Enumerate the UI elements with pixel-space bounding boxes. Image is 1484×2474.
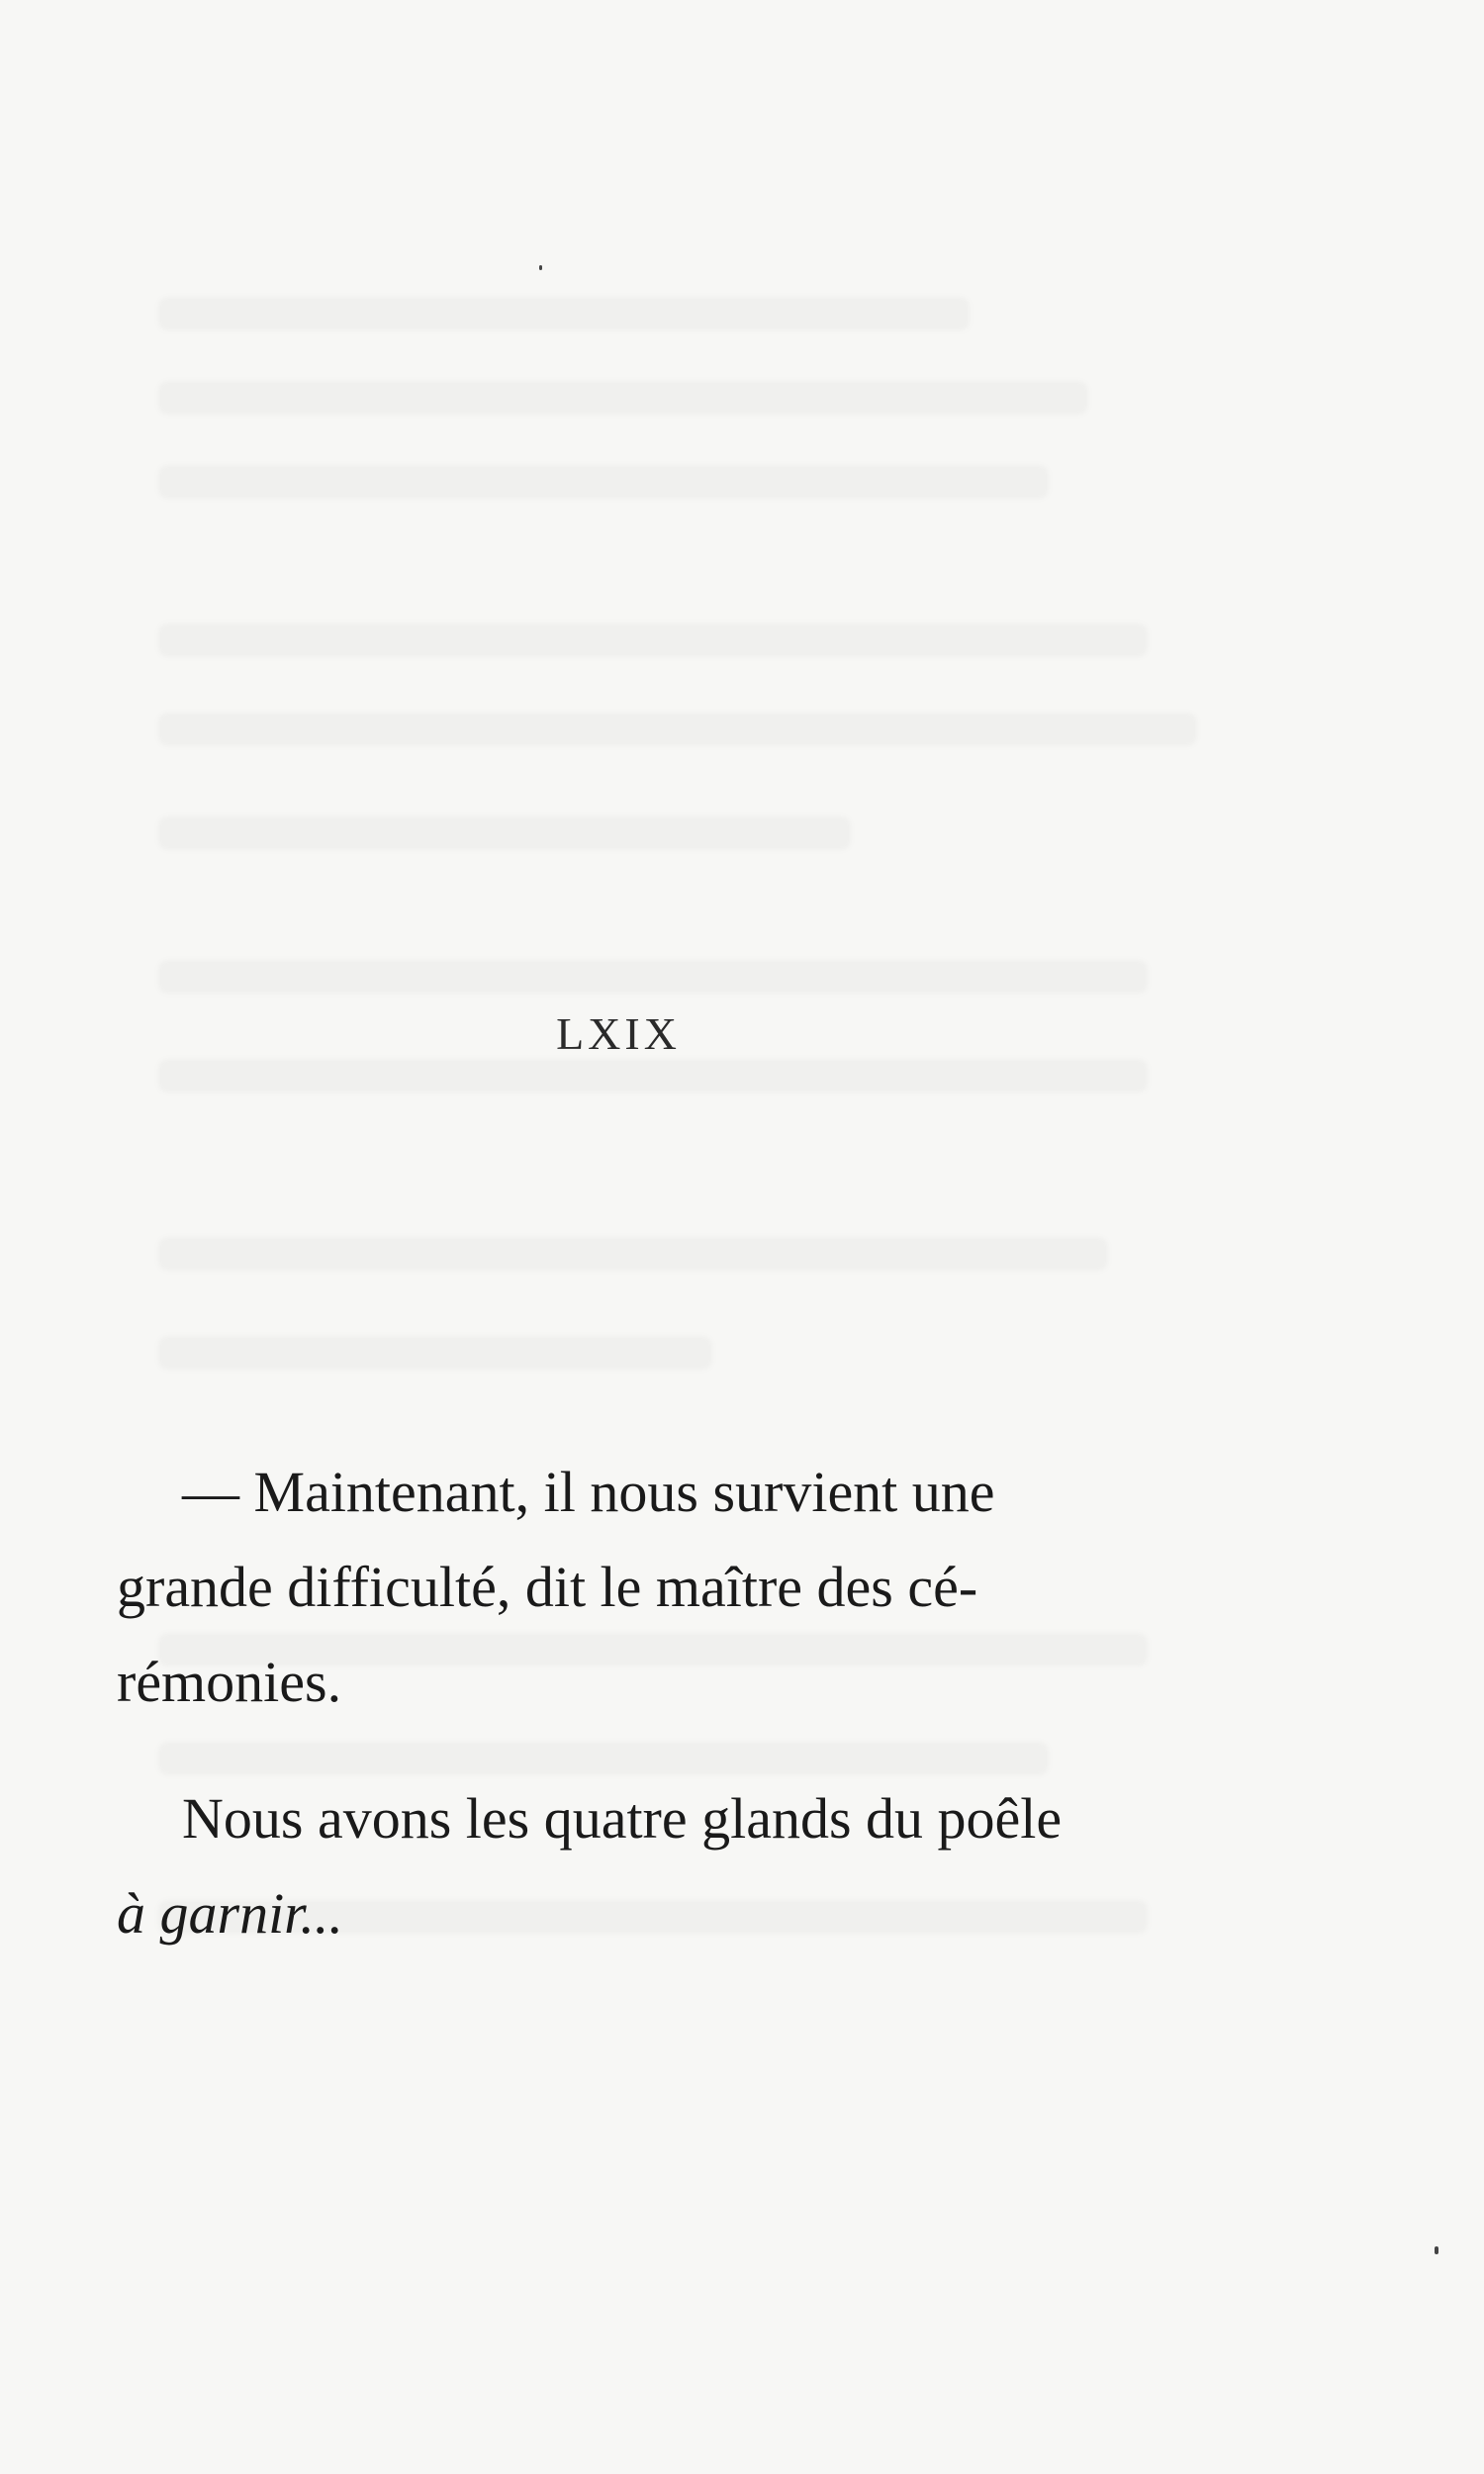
text-line: — Maintenant, il nous survient une [182, 1460, 995, 1524]
text-line: rémonies. [117, 1650, 342, 1714]
bleed-through-line [158, 960, 1148, 994]
paragraph-2 [117, 1771, 1096, 1961]
bleed-through-line [158, 1336, 712, 1370]
paragraph-text [117, 1445, 1096, 1730]
bleed-through-line [158, 1237, 1108, 1271]
paper-speck [1435, 2246, 1438, 2254]
bleed-through-line [158, 465, 1049, 499]
bleed-through-line [158, 1059, 1148, 1093]
bleed-through-line [158, 713, 1197, 746]
paragraph-1 [117, 1445, 1096, 1730]
bleed-through-line [158, 381, 1088, 415]
chapter-number: LXIX [556, 1008, 681, 1059]
bleed-through-line [158, 1742, 1049, 1775]
text-line: Nous avons les quatre glands du poêle [182, 1786, 1063, 1851]
bleed-through-line [158, 297, 970, 331]
paper-speck [539, 265, 542, 270]
bleed-through-line [158, 816, 851, 850]
paragraph-text [117, 1771, 1096, 1961]
text-line: grande difficulté, dit le maître des cé- [117, 1555, 978, 1619]
italic-text-line: à garnir... [117, 1881, 343, 1946]
bleed-through-line [158, 623, 1148, 657]
